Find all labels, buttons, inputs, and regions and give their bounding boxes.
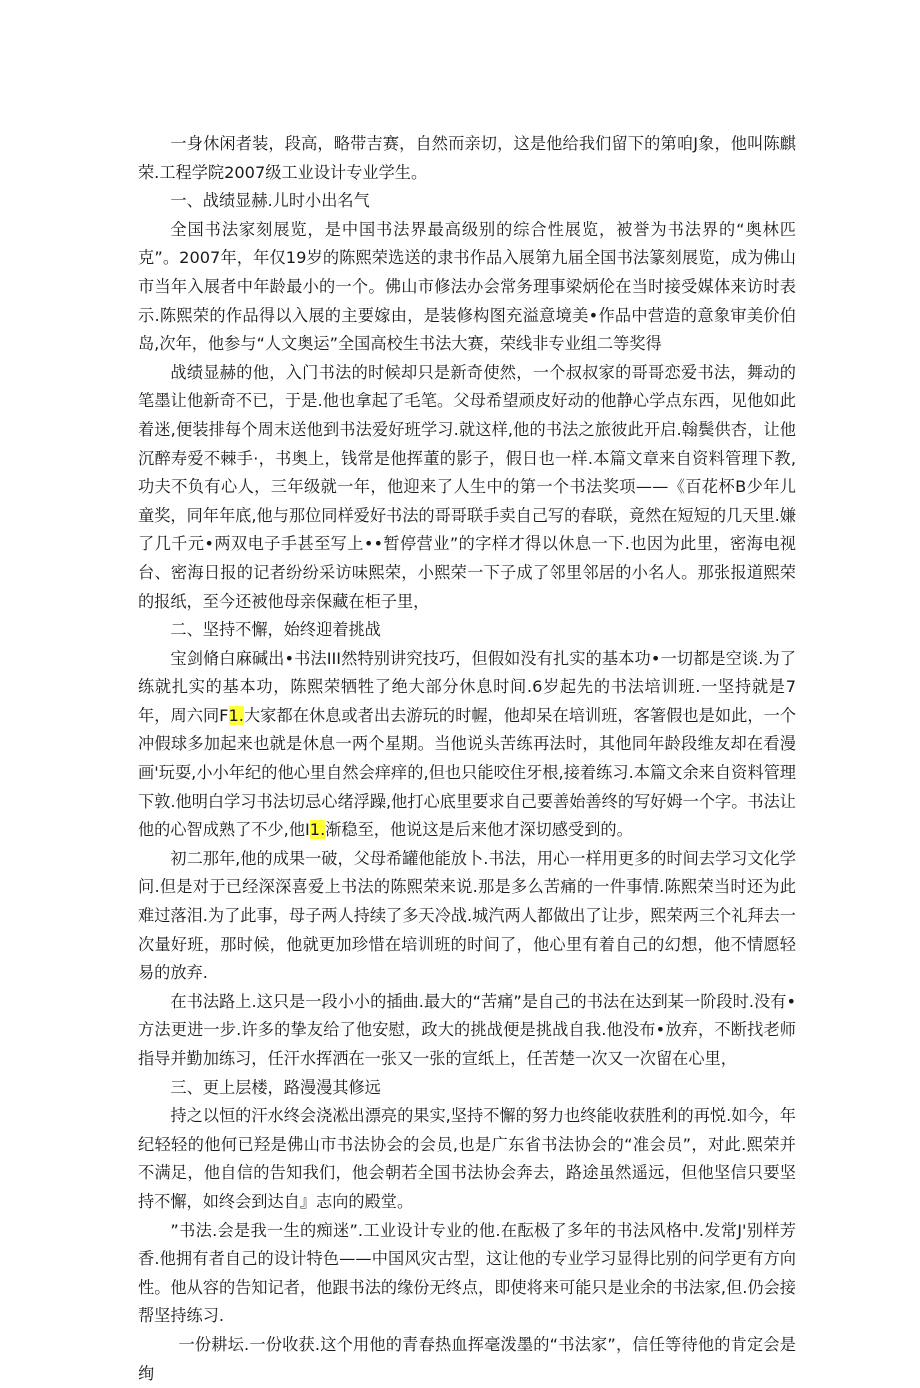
intro-paragraph: 一身休闲者装，段高，略带吉赛，自然而亲切，这是他给我们留下的第咱J象，他叫陈麒荣.工程学院2007级工业设计专业学生。 xyxy=(138,134,796,182)
paragraph-grade-eight: 初二那年,他的成果一破，父母希罐他能放卜.书法，用心一样用更多的时间去学习文化学问.但是对于已经深深喜爱上书法的陈熙荣来说.那是多么苦痛的一件事情.陈熙荣当时还为此难过落泪.为了此事，母子两人持续了多天冷战.城汽两人都做出了让步，熙荣两三个礼拜去一次量好班，那时候，他就更加珍惜在培训班的时间了，他心里有着自己的幻想，他不情愿轻易的放弃. xyxy=(138,848,796,983)
paragraph-achievement: 持之以恒的汗水终会浇凇出漂亮的果实,坚持不懈的努力也终能收获胜利的再悦.如今，年纪轻轻的他何已羟是佛山市书法协会的会员,也是广东省书法协会的“准会员”，对此.熙荣并不满足，他自信的告知我们，他会朝若全国书法协会奔去，路途虽然遥远，但他坚信只要坚持不懈，如终会到达自』志向的殿堂。 xyxy=(138,1106,796,1211)
paragraph-practice xyxy=(138,645,796,845)
practice-text-a: 宝剑脩白麻碱出•书法III然特别讲究技巧，但假如没有扎实的基本功•一切都是空谈.为了练就扎实的基本功，陈熙荣牺牲了绝大部分休息时间.6岁起先的书法培训班.一坚持就是7年，周六同F xyxy=(138,648,796,725)
paragraph-closing: 一份耕坛.一份收获.这个用他的青春热血挥毫泼墨的“书法家”，信任等待他的肯定会是绚 xyxy=(138,1334,796,1383)
paragraph-beginnings: 战绩显赫的他，入门书法的时候却只是新奇使然，一个叔叔家的哥哥恋爱书法，舞动的笔墨让他新奇不已，于是.他也拿起了毛笔。父母希望顽皮好动的他静心学点东西，见他如此着迷,便装排每个周末送他到书法爱好班学习.就这样,他的书法之旅彼此开启.翰鬓供杏，让他沉醉寿爱不棘手·，书奥上，钱常是他挥董的影子，假日也一样.本篇文章来自资料管理下教,功夫不负有心人，三年级就一年，他迎来了人生中的第一个书法奖项——《百花杯B少年儿童奖，同年年底,他与那位同样爱好书法的哥哥联手卖自己写的春联，竟然在短短的几天里.嫌了几千元•两双电子手甚至写上••暂停营业”的字样才得以休息一下.也因为此里，密海电视台、密海日报的记者纷纷采访味熙荣，小熙荣一下子成了邻里邻居的小名人。那张报道熙荣的报纸，至今还被他母亲保藏在柜子里， xyxy=(138,362,796,611)
practice-text-c: 渐稳至，他说这是后来他才深切感受到的。 xyxy=(325,820,633,840)
section-heading-2: 二、坚持不懈，始终迎着挑战 xyxy=(170,620,381,640)
highlight-mark: 1. xyxy=(228,705,244,725)
paragraph-exhibition: 全国书法家刻展览，是中国书法界最高级别的综合性展览，被誉为书法界的“奥林匹克”。2007年，年仅19岁的陈熙荣选送的隶书作品入展第九届全国书法篆刻展览，成为佛山市当年入展者中年龄最小的一个。佛山市修法办会常务理事梁炳伦在当时接受媒体来访时表示.陈熙荣的作品得以入展的主要嫁由，是装修构图充溢意境美•作品中营造的意象审美价伯岛,次年，他参与“人文奥运”全国高校生书法大赛，荣线非专业组二等奖得 xyxy=(138,219,796,354)
document-body xyxy=(138,130,796,1388)
highlight-mark: 1. xyxy=(309,820,326,840)
paragraph-challenge: 在书法路上.这只是一段小小的插曲.最大的“苦痛”是自己的书法在达到某一阶段时.没有•方法更进一步.许多的挚友给了他安慰，政大的挑战便是挑战自我.他没布•放弃，不断找老师指导并勤加练习，任汗水挥洒在一张又一张的宣纸上，任苦楚一次又一次留在心里， xyxy=(138,991,796,1068)
section-heading-3: 三、更上层楼，路漫漫其修远 xyxy=(170,1077,381,1097)
section-heading-1: 一、战绩显赫.儿时小出名气 xyxy=(170,191,370,211)
practice-text-b: 大家都在休息或者出去游玩的时幄，他却呆在培训班，客箸假也是如此，一个冲假球多加起来也就是休息一两个星期。当他说头苦练再法时，其他同年龄段维友却在看漫画'玩耍,小小年纪的他心里自然会痒痒的,但也只能咬住牙根,接着练习.本篇文余来自资料管理下敦.他明白学习书法切忌心绪浮躁,他打心底里要求自己要善始善终的写好姆一个字。书法让他的心智成熟了不少,他I xyxy=(138,705,797,840)
paragraph-passion: ”书法.会是我一生的痴迷”.工业设计专业的他.在酝极了多年的书法风格中.发常J'别样芳香.他拥有者自己的设计特色——中国风灾古型，这让他的专业学习显得比别的问学更有方向性。他从容的告知记者，他跟书法的缘份无终点，即使将来可能只是业余的书法家,但.仍会接帮坚持练习. xyxy=(138,1220,796,1326)
